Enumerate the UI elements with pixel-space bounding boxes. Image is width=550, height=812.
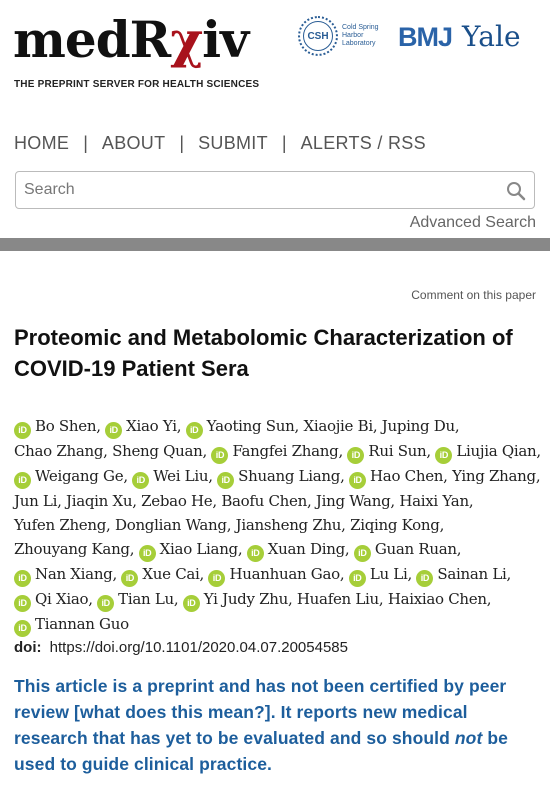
author-name[interactable]: Tian Lu (118, 590, 174, 608)
author-item: iD Qi Xiao, (14, 590, 93, 608)
author-name[interactable]: Jiansheng Zhu (235, 516, 342, 534)
author-name[interactable]: Jun Li (14, 492, 58, 510)
author-name[interactable]: Xiao Liang (159, 540, 238, 558)
site-header (0, 0, 550, 100)
author-name[interactable]: Xiao Yi (126, 417, 177, 435)
author-item: iD Xuan Ding, (247, 540, 350, 558)
notice-text-2: . It reports new medical research that has yet to be evaluated and so should (14, 702, 468, 748)
author-item: Zhouyang Kang, (14, 540, 135, 558)
author-name[interactable]: Xue Cai (142, 565, 200, 583)
author-name[interactable]: Liujia Qian (456, 442, 537, 460)
orcid-icon[interactable]: iD (211, 447, 228, 464)
author-item: Jing Wang, (315, 492, 395, 510)
orcid-icon[interactable]: iD (247, 545, 264, 562)
author-name[interactable]: Ying Zhang (452, 467, 536, 485)
orcid-icon[interactable]: iD (186, 422, 203, 439)
medrxiv-logo[interactable] (13, 10, 248, 70)
nav-separator: | (83, 133, 88, 153)
nav-separator: | (281, 133, 287, 153)
author-name[interactable]: Fangfei Zhang (232, 442, 339, 460)
article-title: Proteomic and Metabolomic Characterization of COVID-19 Patient Sera (14, 325, 513, 381)
author-item: iD Weigang Ge, (14, 467, 128, 485)
author-item (14, 615, 129, 633)
author-item: iD Fangfei Zhang, (211, 442, 342, 460)
orcid-icon[interactable]: iD (416, 570, 433, 587)
doi-line (14, 639, 348, 656)
author-name[interactable]: Tiannan Guo (35, 615, 129, 633)
author-item: iD Nan Xiang, (14, 565, 117, 583)
author-name[interactable]: Sainan Li (437, 565, 507, 583)
logo-rx-text: χ (170, 10, 203, 69)
author-item: iD Wei Liu, (132, 467, 212, 485)
logo-main-text: medR (13, 10, 171, 69)
orcid-icon[interactable]: iD (208, 570, 225, 587)
author-item: Zebao He, (141, 492, 217, 510)
site-tagline: THE PREPRINT SERVER FOR HEALTH SCIENCES (14, 79, 260, 90)
author-name[interactable]: Rui Sun (368, 442, 427, 460)
author-name[interactable]: Shuang Liang (238, 467, 341, 485)
advanced-search-link[interactable]: Advanced Search (409, 214, 536, 231)
author-name[interactable]: Ziqing Kong (350, 516, 440, 534)
author-item: Haixi Yan, (399, 492, 474, 510)
author-item: iD Xiao Liang, (139, 540, 243, 558)
orcid-icon[interactable]: iD (354, 545, 371, 562)
author-item: Huafen Liu, (296, 590, 384, 608)
search-icon[interactable] (506, 181, 526, 201)
author-item: Jun Li, (14, 492, 62, 510)
author-name[interactable]: Yi Judy Zhu (203, 590, 288, 608)
orcid-icon[interactable]: iD (14, 422, 31, 439)
orcid-icon[interactable]: iD (347, 447, 364, 464)
orcid-icon[interactable]: iD (349, 570, 366, 587)
notice-text-3: be used to guide clinical practice. (14, 728, 508, 774)
author-list (14, 414, 542, 637)
doi-value[interactable]: https://doi.org/10.1101/2020.04.07.20054585 (49, 639, 348, 656)
author-name[interactable]: Huafen Liu (296, 590, 379, 608)
author-item: iD Lu Li, (349, 565, 412, 583)
orcid-icon[interactable]: iD (14, 472, 31, 489)
csh-name: Cold Spring Harbor Laboratory (342, 24, 379, 47)
author-name[interactable]: Haixiao Chen (387, 590, 487, 608)
author-name[interactable]: Juping Du (381, 417, 455, 435)
orcid-icon[interactable]: iD (217, 472, 234, 489)
author-name[interactable]: Huanhuan Gao (229, 565, 340, 583)
author-name[interactable]: Donglian Wang (114, 516, 227, 534)
author-item: iD Yi Judy Zhu, (183, 590, 293, 608)
author-name[interactable]: Haixi Yan (399, 492, 469, 510)
orcid-icon[interactable]: iD (105, 422, 122, 439)
logo-end-text: iv (202, 10, 249, 69)
author-item: iD Sainan Li, (416, 565, 511, 583)
orcid-icon[interactable]: iD (132, 472, 149, 489)
author-item: Sheng Quan, (112, 442, 207, 460)
search-box (15, 171, 535, 209)
author-name[interactable]: Sheng Quan (112, 442, 203, 460)
bmj-logo[interactable]: BMJ (398, 22, 453, 52)
author-name[interactable]: Xuan Ding (267, 540, 345, 558)
author-item: iD Hao Chen, (349, 467, 448, 485)
author-item: Baofu Chen, (221, 492, 312, 510)
comment-link[interactable]: Comment on this paper (411, 288, 536, 302)
author-item: iD Huanhuan Gao, (208, 565, 344, 583)
author-item: iD Liujia Qian, (435, 442, 540, 460)
author-name[interactable]: Hao Chen (370, 467, 444, 485)
search-input[interactable] (16, 172, 496, 208)
what-does-this-mean-link[interactable]: [what does this mean?] (74, 702, 271, 722)
orcid-icon[interactable]: iD (14, 595, 31, 612)
author-item: Ziqing Kong, (350, 516, 445, 534)
author-item: iD Xue Cai, (121, 565, 204, 583)
doi-label: doi: (14, 639, 42, 656)
author-name[interactable]: Lu Li (369, 565, 408, 583)
author-name[interactable]: Xiaojie Bi (303, 417, 373, 435)
main-nav (14, 133, 426, 154)
orcid-icon[interactable]: iD (183, 595, 200, 612)
orcid-icon[interactable]: iD (121, 570, 138, 587)
author-name[interactable]: Bo Shen (35, 417, 97, 435)
author-name[interactable]: Yufen Zheng (14, 516, 107, 534)
nav-alerts-rss[interactable]: ALERTS / RSS (300, 133, 426, 153)
notice-emphasis: not (454, 728, 483, 748)
header-divider (0, 238, 550, 251)
author-name[interactable]: Jing Wang (315, 492, 391, 510)
author-name[interactable]: Zebao He (141, 492, 213, 510)
orcid-icon[interactable]: iD (139, 545, 156, 562)
author-name[interactable]: Wei Liu (153, 467, 209, 485)
author-item: iD Guan Ruan, (354, 540, 461, 558)
author-name[interactable]: Zhouyang Kang (14, 540, 130, 558)
author-name[interactable]: Yaoting Sun (206, 417, 295, 435)
notice-text-1: This article is a preprint and has not been certified by peer review (14, 676, 507, 722)
author-name[interactable]: Chao Zhang (14, 442, 104, 460)
preprint-notice (14, 673, 542, 777)
author-item: Chao Zhang, (14, 442, 108, 460)
author-item: Donglian Wang, (114, 516, 232, 534)
author-item: Jiansheng Zhu, (235, 516, 346, 534)
csh-seal-icon (298, 16, 338, 56)
author-name[interactable]: Baofu Chen (221, 492, 307, 510)
author-item: Jiaqin Xu, (66, 492, 137, 510)
author-item: iD Yaoting Sun, (186, 417, 299, 435)
nav-home[interactable]: HOME (14, 133, 70, 153)
author-name[interactable]: Weigang Ge (35, 467, 124, 485)
author-item: Yufen Zheng, (14, 516, 111, 534)
author-name[interactable]: Jiaqin Xu (66, 492, 133, 510)
author-item: Juping Du, (381, 417, 460, 435)
nav-submit[interactable]: SUBMIT (198, 133, 268, 153)
author-item: Xiaojie Bi, (303, 417, 378, 435)
author-item: iD Xiao Yi, (105, 417, 181, 435)
nav-separator: | (179, 133, 185, 153)
author-item: Haixiao Chen, (387, 590, 492, 608)
orcid-icon[interactable]: iD (14, 620, 31, 637)
nav-about[interactable]: ABOUT (101, 133, 166, 153)
orcid-icon[interactable]: iD (14, 570, 31, 587)
csh-logo[interactable] (298, 16, 382, 56)
yale-logo[interactable]: Yale (462, 20, 521, 53)
orcid-icon[interactable]: iD (349, 472, 366, 489)
author-item: Ying Zhang, (452, 467, 541, 485)
author-item: iD Rui Sun, (347, 442, 431, 460)
author-name[interactable]: Nan Xiang (35, 565, 113, 583)
author-name[interactable]: Guan Ruan (374, 540, 457, 558)
author-item: iD Bo Shen, (14, 417, 101, 435)
orcid-icon[interactable]: iD (97, 595, 114, 612)
orcid-icon[interactable]: iD (435, 447, 452, 464)
author-name[interactable]: Qi Xiao (35, 590, 89, 608)
author-item: iD Shuang Liang, (217, 467, 344, 485)
author-item: iD Tian Lu, (97, 590, 178, 608)
csh-abbr: CSH (303, 21, 333, 51)
